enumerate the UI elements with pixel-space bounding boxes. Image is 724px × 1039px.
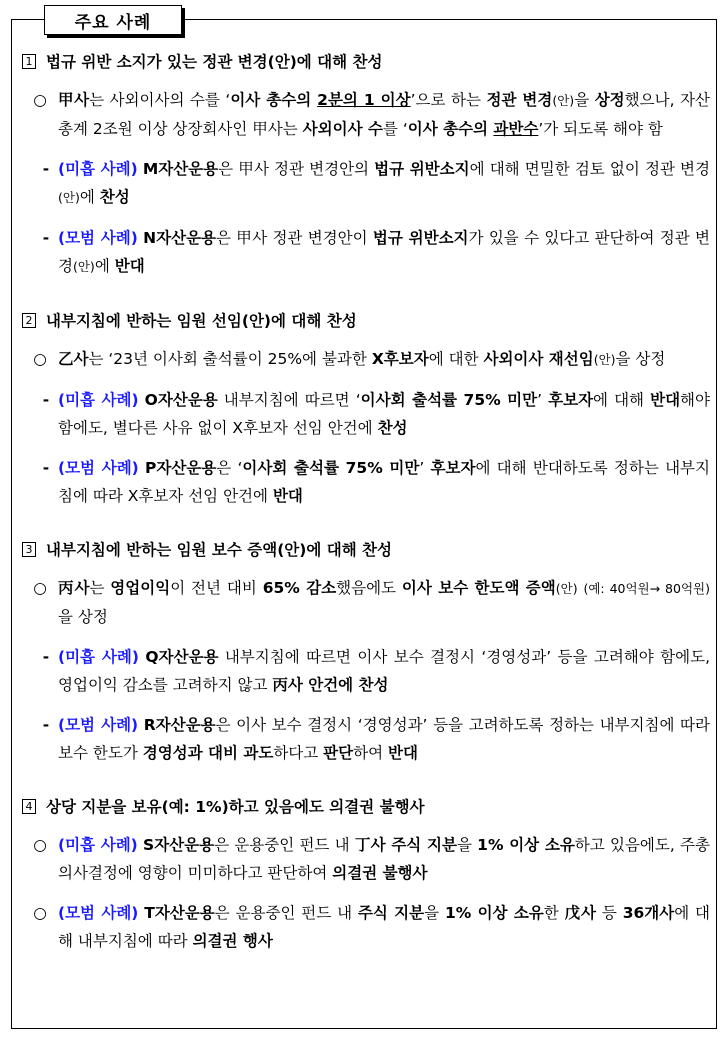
text-segment: 했음에도 <box>336 579 402 597</box>
text-segment: 반대 <box>650 391 681 409</box>
text-segment: 은 운용중인 펀드 내 <box>214 836 355 854</box>
text-segment: 를 ‘ <box>382 120 408 138</box>
text-segment: 해야 함에도, 별다른 사유 없이 X후보자 선임 안건에 <box>58 391 710 437</box>
text-segment: ’ <box>537 391 549 409</box>
case-item <box>20 155 710 212</box>
case-item <box>20 454 710 510</box>
case-item <box>20 711 710 767</box>
text-segment: 은 운용중인 펀드 내 <box>214 904 358 922</box>
section-number-box: 4 <box>22 799 36 814</box>
section-3 <box>20 536 710 767</box>
text-segment: 에 대해 내부지침에 따라 <box>58 904 711 950</box>
text-segment: M자산운용 <box>142 160 219 178</box>
case-label: (미흡 사례) <box>58 648 139 666</box>
text-segment: 한 <box>543 904 565 922</box>
text-segment: 은 ‘ <box>216 459 243 477</box>
text-segment: 36개사 <box>622 904 675 922</box>
bullet-item <box>20 899 710 955</box>
text-segment: 이사회 출석률 75% 미만 <box>360 391 538 409</box>
text-segment: P자산운용 <box>145 459 217 477</box>
text-segment: 은 이사 보수 결정시 ‘경영성과’ 등을 고려하도록 정하는 내부지침에 따라 보수 한도가 <box>58 716 710 762</box>
text-segment: (안) <box>555 581 578 596</box>
text-segment: O자산운용 <box>144 391 218 409</box>
text-segment: X후보자 <box>371 350 429 368</box>
text-segment: 이사회 출석률 75% 미만 <box>242 459 420 477</box>
dash-marker: - <box>42 716 50 734</box>
text-segment: 는 사외이사의 수를 ‘ <box>89 91 231 109</box>
section-title-text: 내부지침에 반하는 임원 보수 증액(안)에 대해 찬성 <box>46 541 393 559</box>
text-segment: 사외이사 재선임 <box>483 350 594 368</box>
text-segment: 하여 <box>353 744 388 762</box>
text-segment: 는 <box>89 579 111 597</box>
text-segment: 반대 <box>388 744 418 762</box>
text-segment: N자산운용 <box>143 229 217 247</box>
dash-marker: - <box>42 648 50 666</box>
text-segment: ’가 되도록 해야 함 <box>538 120 663 138</box>
bullet-item <box>20 574 710 631</box>
text-segment: 사외이사 수 <box>302 120 383 138</box>
text-segment: 이사 보수 한도액 증액 <box>401 579 556 597</box>
text-segment: 에 대해 면밀한 검토 없이 정관 변경 <box>469 160 710 178</box>
text-segment: 하고 있음에도, 주총 의사결정에 영향이 미미하다고 판단하여 <box>58 836 710 882</box>
text-segment: 을 <box>424 904 445 922</box>
section-title <box>20 793 710 819</box>
section-number-box: 2 <box>22 313 36 328</box>
case-item <box>20 386 710 442</box>
text-segment: 후보자 <box>548 391 594 409</box>
text-segment: 이사 총수의 <box>230 91 318 109</box>
section-number-box: 1 <box>22 54 36 69</box>
text-segment: 반대 <box>114 257 145 275</box>
text-segment: T자산운용 <box>144 904 215 922</box>
section-title-text: 상당 지분을 보유(예: 1%)하고 있음에도 의결권 불행사 <box>46 798 425 816</box>
text-segment: 乙사 <box>58 350 89 368</box>
text-segment: 丙사 안건에 찬성 <box>272 676 389 694</box>
header-title: 주요 사례 <box>44 5 182 35</box>
text-segment: 가 있을 수 있다고 판단하여 정관 변경 <box>58 229 710 275</box>
text-segment: 이 전년 대비 <box>170 579 263 597</box>
case-item <box>20 643 710 699</box>
circle-bullet-icon: ○ <box>33 904 47 922</box>
bullet-item <box>20 86 710 143</box>
text-segment: 판단 <box>323 744 354 762</box>
text-segment: 과반수 <box>493 120 539 138</box>
text-segment: 주식 지분 <box>357 904 425 922</box>
text-segment: 은 甲사 정관 변경안의 <box>218 160 375 178</box>
text-segment: 하다고 <box>273 744 324 762</box>
case-label: (모범 사례) <box>58 229 138 247</box>
text-segment: 찬성 <box>99 188 130 206</box>
section-4 <box>20 793 710 955</box>
text-segment: 반대 <box>272 487 303 505</box>
text-segment: 정관 변경 <box>486 91 553 109</box>
text-segment: 을 <box>574 91 595 109</box>
text-segment: 을 상정 <box>58 608 108 626</box>
dash-marker: - <box>42 229 50 247</box>
document-body <box>20 40 710 955</box>
text-segment: 1% 이상 소유 <box>477 836 575 854</box>
text-segment: 는 ‘23년 이사회 출석률이 25%에 불과한 <box>88 350 372 368</box>
dash-marker: - <box>42 459 50 477</box>
text-segment: 했으나, 자산총계 2조원 이상 상장회사인 甲사는 <box>58 91 710 138</box>
text-segment: (예: 40억원→ 80억원) <box>583 581 710 596</box>
text-segment: 의결권 불행사 <box>332 864 428 882</box>
circle-bullet-icon: ○ <box>33 91 47 109</box>
text-segment: 을 상정 <box>615 350 666 368</box>
text-segment: 에 <box>94 257 115 275</box>
case-item <box>20 224 710 281</box>
text-segment: 내부지침에 따르면 이사 보수 결정시 ‘경영성과’ 등을 고려해야 함에도, 영업이익 감소를 고려하지 않고 <box>58 648 710 694</box>
case-label: (미흡 사례) <box>58 391 139 409</box>
dash-marker: - <box>42 160 50 178</box>
text-segment: 등 <box>596 904 623 922</box>
bullet-item <box>20 345 710 374</box>
text-segment: 을 <box>456 836 478 854</box>
text-segment: 법규 위반소지 <box>374 160 470 178</box>
case-label: (모범 사례) <box>58 716 139 734</box>
text-segment: 찬성 <box>377 419 408 437</box>
section-2 <box>20 307 710 510</box>
text-segment: 戊사 <box>564 904 597 922</box>
section-number-box: 3 <box>22 542 36 557</box>
case-label: (모범 사례) <box>58 904 139 922</box>
case-label: (모범 사례) <box>58 459 139 477</box>
text-segment: (안) <box>593 352 616 367</box>
text-segment: 65% 감소 <box>262 579 337 597</box>
text-segment: 丙사 <box>58 579 90 597</box>
text-segment: 영업이익 <box>110 579 171 597</box>
text-segment: ’ <box>419 459 431 477</box>
text-segment: 2분의 1 이상 <box>317 91 411 109</box>
section-title <box>20 307 710 333</box>
section-title <box>20 48 710 74</box>
bullet-item <box>20 831 710 887</box>
text-segment: Q자산운용 <box>145 648 219 666</box>
text-segment: 에 대해 반대하도록 정하는 내부지침에 따라 X후보자 선임 안건에 <box>58 459 710 505</box>
dash-marker: - <box>42 391 50 409</box>
text-segment: 甲사 <box>58 91 90 109</box>
text-segment: 에 대한 <box>428 350 484 368</box>
text-segment: R자산운용 <box>143 716 216 734</box>
text-segment: 1% 이상 소유 <box>444 904 544 922</box>
section-1 <box>20 48 710 281</box>
text-segment: ’으로 하는 <box>410 91 487 109</box>
text-segment: 이사 총수의 <box>407 120 494 138</box>
case-label: (미흡 사례) <box>58 836 138 854</box>
section-title <box>20 536 710 562</box>
text-segment: 에 대해 <box>593 391 651 409</box>
text-segment: (안) <box>72 259 95 274</box>
text-segment: 은 甲사 정관 변경안이 <box>216 229 373 247</box>
circle-bullet-icon: ○ <box>33 350 47 368</box>
circle-bullet-icon: ○ <box>33 836 47 854</box>
text-segment: 내부지침에 따르면 ‘ <box>217 391 361 409</box>
circle-bullet-icon: ○ <box>33 579 47 597</box>
case-label: (미흡 사례) <box>58 160 138 178</box>
text-segment: 경영성과 대비 과도 <box>142 744 274 762</box>
text-segment: (안) <box>552 93 575 108</box>
text-segment: 丁사 주식 지분 <box>354 836 457 854</box>
text-segment: S자산운용 <box>143 836 215 854</box>
text-segment: 법규 위반소지 <box>372 229 469 247</box>
text-segment: 에 <box>79 188 100 206</box>
text-segment: (안) <box>58 190 80 205</box>
text-segment: 상정 <box>594 91 625 109</box>
text-segment: 후보자 <box>430 459 476 477</box>
section-title-text: 내부지침에 반하는 임원 선임(안)에 대해 찬성 <box>46 312 357 330</box>
text-segment: 의결권 행사 <box>192 932 273 950</box>
section-title-text: 법규 위반 소지가 있는 정관 변경(안)에 대해 찬성 <box>46 53 383 71</box>
